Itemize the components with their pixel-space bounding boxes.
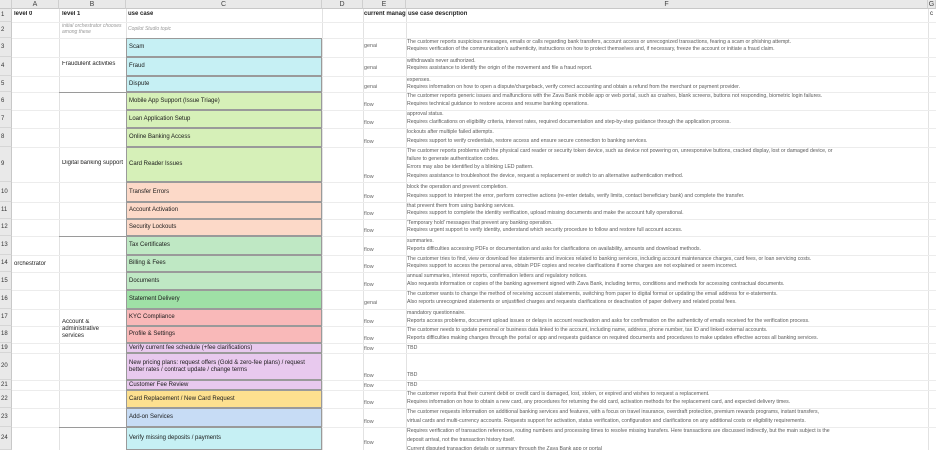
description-line[interactable]: Requires support to complete the identity verification, upload missing documents and make the account fully operational. — [407, 210, 684, 216]
column-header-d[interactable]: D — [322, 0, 363, 9]
header-use-case-description[interactable]: use case description — [408, 11, 468, 17]
group-divider — [59, 92, 126, 93]
description-line[interactable]: TBD — [407, 382, 418, 388]
description-line[interactable]: Requires assistance to identify the origin of the movement and file a fraud report. — [407, 65, 593, 71]
use-case-security-lockouts[interactable]: Security Lockouts — [126, 219, 322, 236]
description-line[interactable]: withdrawals never authorized. — [407, 58, 476, 64]
level1-account-administrative-services[interactable]: Account & administrative services — [62, 319, 100, 339]
use-case-dispute[interactable]: Dispute — [126, 76, 322, 92]
management-cell[interactable]: flow — [364, 400, 374, 406]
management-cell[interactable]: flow — [364, 373, 374, 379]
description-line[interactable]: Requires support to access the personal area, obtain PDF copies and receive clarifications if some charges are not explained or seem incorrect. — [407, 263, 738, 269]
description-line[interactable]: Also requests information or copies of the banking agreement signed with Zava Bank, including terms, conditions and methods for accessing contractual documents. — [407, 281, 785, 287]
management-cell[interactable]: flow — [364, 120, 374, 126]
use-case-add-on-services[interactable]: Add-on Services — [126, 408, 322, 427]
management-cell[interactable]: flow — [364, 264, 374, 270]
description-line[interactable]: lockouts after multiple failed attempts. — [407, 129, 494, 135]
management-cell[interactable]: flow — [364, 440, 374, 446]
row-header-3[interactable]: 3 — [0, 38, 12, 57]
group-divider — [59, 427, 126, 428]
description-line[interactable]: The customer reports that their current debit or credit card is damaged, lost, stolen, or expired and wishes to request a replacement. — [407, 391, 710, 397]
use-case-statement-delivery[interactable]: Statement Delivery — [126, 290, 322, 309]
row-header-22[interactable]: 22 — [0, 390, 12, 408]
row-header-12[interactable]: 12 — [0, 219, 12, 236]
row-header-19[interactable]: 19 — [0, 343, 12, 353]
description-line[interactable]: TBD — [407, 372, 418, 378]
row-header-1[interactable]: 1 — [0, 9, 12, 22]
row-header-17[interactable]: 17 — [0, 309, 12, 326]
use-case-profile-settings[interactable]: Profile & Settings — [126, 326, 322, 343]
description-line[interactable]: Current disputed transaction details or summary through the Zava Bank app or portal — [407, 446, 602, 450]
level1-digital-banking-support[interactable]: Digital banking support — [62, 160, 124, 166]
row-header-20[interactable]: 20 — [0, 353, 12, 380]
management-cell[interactable]: flow — [364, 102, 374, 108]
use-case-loan-application-setup[interactable]: Loan Application Setup — [126, 110, 322, 128]
description-line[interactable]: Requires urgent support to verify identity, understand which security procedure to follow and restore full account access. — [407, 227, 683, 233]
management-cell[interactable]: flow — [364, 336, 374, 342]
column-header-g[interactable]: G — [928, 1, 935, 8]
description-line[interactable]: Requires technical guidance to restore access and resume banking operations. — [407, 101, 589, 107]
description-line[interactable]: Requires verification of transaction references, routing numbers and processing times to resolve missing transfers. Here transactions are discussed indirectly, but the main subject is the — [407, 428, 830, 434]
description-line[interactable]: The customer tries to find, view or download fee statements and invoices related to banking services, including account maintenance charges, card fees, or loan servicing costs. — [407, 256, 812, 262]
row-header-24[interactable]: 24 — [0, 427, 12, 450]
description-line[interactable]: Reports access problems, document upload issues or delays in account reactivation and asks for confirmation on the authenticity of emails received for the verification process. — [407, 318, 810, 324]
management-cell[interactable]: flow — [364, 247, 374, 253]
header-use-case[interactable]: use case — [128, 11, 154, 17]
description-line[interactable]: expenses. — [407, 77, 431, 83]
row-header-8[interactable]: 8 — [0, 128, 12, 147]
description-line[interactable]: The customer reports suspicious messages, emails or calls regarding bank transfers, account access or unrecognized transactions, fearing a scam or phishing attempt. — [407, 39, 792, 45]
description-line[interactable]: TBD — [407, 345, 418, 351]
description-line[interactable]: deposit arrival, not the transaction history itself. — [407, 437, 516, 443]
use-case-tax-certificates[interactable]: Tax Certificates — [126, 236, 322, 255]
use-case-verify-fee-schedule[interactable]: Verify current fee schedule (+fee clarifications) — [126, 343, 322, 353]
use-case-transfer-errors[interactable]: Transfer Errors — [126, 182, 322, 202]
use-case-customer-fee-review[interactable]: Customer Fee Review — [126, 380, 322, 390]
description-line[interactable]: annual summaries, interest reports, confirmation letters and regulatory notices. — [407, 273, 588, 279]
description-line[interactable]: Also reports unrecognized statements or unjustified charges and requests clarifications or deactivation of paper delivery and related postal fees. — [407, 299, 737, 305]
management-cell[interactable]: flow — [364, 194, 374, 200]
row-header-15[interactable]: 15 — [0, 272, 12, 290]
use-case-account-activation[interactable]: Account Activation — [126, 202, 322, 219]
description-line[interactable]: mandatory questionnaire. — [407, 310, 466, 316]
description-line[interactable]: Requires information on how to open a dispute/chargeback, verify correct accounting and obtain a refund from the merchant or payment provider. — [407, 84, 741, 90]
management-cell[interactable]: genai — [364, 300, 378, 306]
management-cell[interactable]: genai — [364, 65, 378, 71]
management-cell[interactable]: flow — [364, 174, 374, 180]
description-line[interactable]: The customer needs to update personal or business data linked to the account, including name, address, phone number, tax ID and linked external accounts. — [407, 327, 768, 333]
column-header-a[interactable]: A — [12, 0, 59, 9]
management-cell[interactable]: genai — [364, 43, 378, 49]
group-divider — [59, 236, 126, 237]
row-header-10[interactable]: 10 — [0, 182, 12, 202]
row-header-5[interactable]: 5 — [0, 76, 12, 92]
description-line[interactable]: that prevent them from using banking services. — [407, 203, 515, 209]
description-line[interactable]: Requires support to interpret the error, perform corrective actions (re-enter details, verify limits, contact beneficiary bank) and complete the transfer. — [407, 193, 745, 199]
management-cell[interactable]: flow — [364, 346, 374, 352]
description-line[interactable]: The customer reports generic issues and malfunctions with the Zava Bank mobile app or web portal, such as crashes, blank screens, buttons not responding, biometric login failures. — [407, 93, 823, 99]
use-case-mobile-app-support[interactable]: Mobile App Support (Issue Triage) — [126, 92, 322, 110]
description-line[interactable]: The customer reports problems with the physical card reader or security token device, such as device not powering on, unresponsive buttons, cracked display, lost or damaged device, or — [407, 148, 833, 154]
row-header-2[interactable]: 2 — [0, 22, 12, 38]
row-header-21[interactable]: 21 — [0, 380, 12, 390]
column-header-e[interactable]: E — [363, 0, 406, 9]
management-cell[interactable]: flow — [364, 139, 374, 145]
description-line[interactable]: Requires clarifications on eligibility criteria, interest rates, required documentation and step-by-step guidance through the application process. — [407, 119, 731, 125]
row-header-14[interactable]: 14 — [0, 255, 12, 272]
description-line[interactable]: The customer wants to change the method of receiving account statements, switching from paper to digital format or updating the email address for e-statements. — [407, 291, 778, 297]
management-cell[interactable]: flow — [364, 319, 374, 325]
note-use-case[interactable]: Copilot Studio topic — [128, 26, 172, 32]
row-header-7[interactable]: 7 — [0, 110, 12, 128]
description-line[interactable]: The customer requests information on additional banking services and features, with a focus on travel insurance, overdraft protection, premium rewards programs, instant transfers, — [407, 409, 820, 415]
level1-fraudulent-activities[interactable]: Fraudulent activities — [62, 61, 116, 67]
description-line[interactable]: Errors may also be identified by a blinking LED pattern. — [407, 164, 534, 170]
select-all-corner[interactable] — [0, 0, 12, 9]
description-line[interactable]: Requires support to verify credentials, restore access and ensure secure connection to banking services. — [407, 138, 648, 144]
description-line[interactable]: Reports difficulties accessing PDFs or documentation and asks for clarifications on availability, amounts and download methods. — [407, 246, 701, 252]
description-line[interactable]: approval status. — [407, 111, 444, 117]
column-header-c[interactable]: C — [126, 0, 322, 9]
use-case-verify-missing-deposits[interactable]: Verify missing deposits / payments — [126, 427, 322, 450]
row-header-4[interactable]: 4 — [0, 57, 12, 76]
description-line[interactable]: Requires information on how to obtain a new card, any procedures for returning the old card, activation methods for the replacement card, and expected delivery times. — [407, 399, 791, 405]
use-case-scam[interactable]: Scam — [126, 38, 322, 57]
header-g-fragment[interactable]: c — [930, 11, 933, 17]
management-cell[interactable]: flow — [364, 419, 374, 425]
row-header-11[interactable]: 11 — [0, 202, 12, 219]
note-level1[interactable]: initial orchestrator chooses among these — [62, 23, 122, 35]
description-line[interactable]: failure to generate authentication codes. — [407, 156, 500, 162]
management-cell[interactable]: flow — [364, 383, 374, 389]
level0-orchestrator[interactable]: orchestrator — [14, 261, 47, 267]
use-case-card-reader-issues[interactable]: Card Reader Issues — [126, 147, 322, 182]
management-cell[interactable]: flow — [364, 211, 374, 217]
use-case-card-replacement[interactable]: Card Replacement / New Card Request — [126, 390, 322, 408]
description-line[interactable]: virtual cards and multi-currency accounts. Requests support for activation, status verification, configuration and clarifications on any additional costs or eligibility requirements. — [407, 418, 806, 424]
use-case-billing-fees[interactable]: Billing & Fees — [126, 255, 322, 272]
row-header-18[interactable]: 18 — [0, 326, 12, 343]
description-line[interactable]: 'Temporary hold' messages that prevent any banking operation. — [407, 220, 553, 226]
management-cell[interactable]: flow — [364, 282, 374, 288]
header-level0[interactable]: level 0 — [14, 11, 33, 17]
management-cell[interactable]: flow — [364, 228, 374, 234]
row-header-23[interactable]: 23 — [0, 408, 12, 427]
use-case-new-pricing-plans[interactable]: New pricing plans: request offers (Gold & zero-fee plans) / request better rates / contract update / change terms — [126, 353, 322, 380]
description-line[interactable]: Requires assistance to troubleshoot the device, request a replacement or switch to an alternative authentication method. — [407, 173, 684, 179]
use-case-online-banking-access[interactable]: Online Banking Access — [126, 128, 322, 147]
column-header-b[interactable]: B — [59, 0, 126, 9]
description-line[interactable]: summaries. — [407, 238, 434, 244]
row-header-6[interactable]: 6 — [0, 92, 12, 110]
use-case-fraud[interactable]: Fraud — [126, 57, 322, 76]
description-line[interactable]: Requires verification of the communication's authenticity, instructions on how to protect themselves and, if necessary, freeze the account or initiate a fraud claim. — [407, 46, 775, 52]
row-header-16[interactable]: 16 — [0, 290, 12, 309]
description-line[interactable]: block the operation and prevent completion. — [407, 184, 508, 190]
use-case-kyc-compliance[interactable]: KYC Compliance — [126, 309, 322, 326]
column-header-f[interactable]: F — [406, 0, 928, 9]
row-header-13[interactable]: 13 — [0, 236, 12, 255]
description-line[interactable]: Reports difficulties making changes through the portal or app and requests guidance on required documents and procedures to make updates effective across all banking services. — [407, 335, 819, 341]
header-level1[interactable]: level 1 — [62, 11, 81, 17]
row-header-9[interactable]: 9 — [0, 147, 12, 182]
gridline — [12, 22, 936, 23]
header-current-management[interactable]: current manag — [364, 11, 406, 17]
use-case-documents[interactable]: Documents — [126, 272, 322, 290]
management-cell[interactable]: genai — [364, 84, 378, 90]
